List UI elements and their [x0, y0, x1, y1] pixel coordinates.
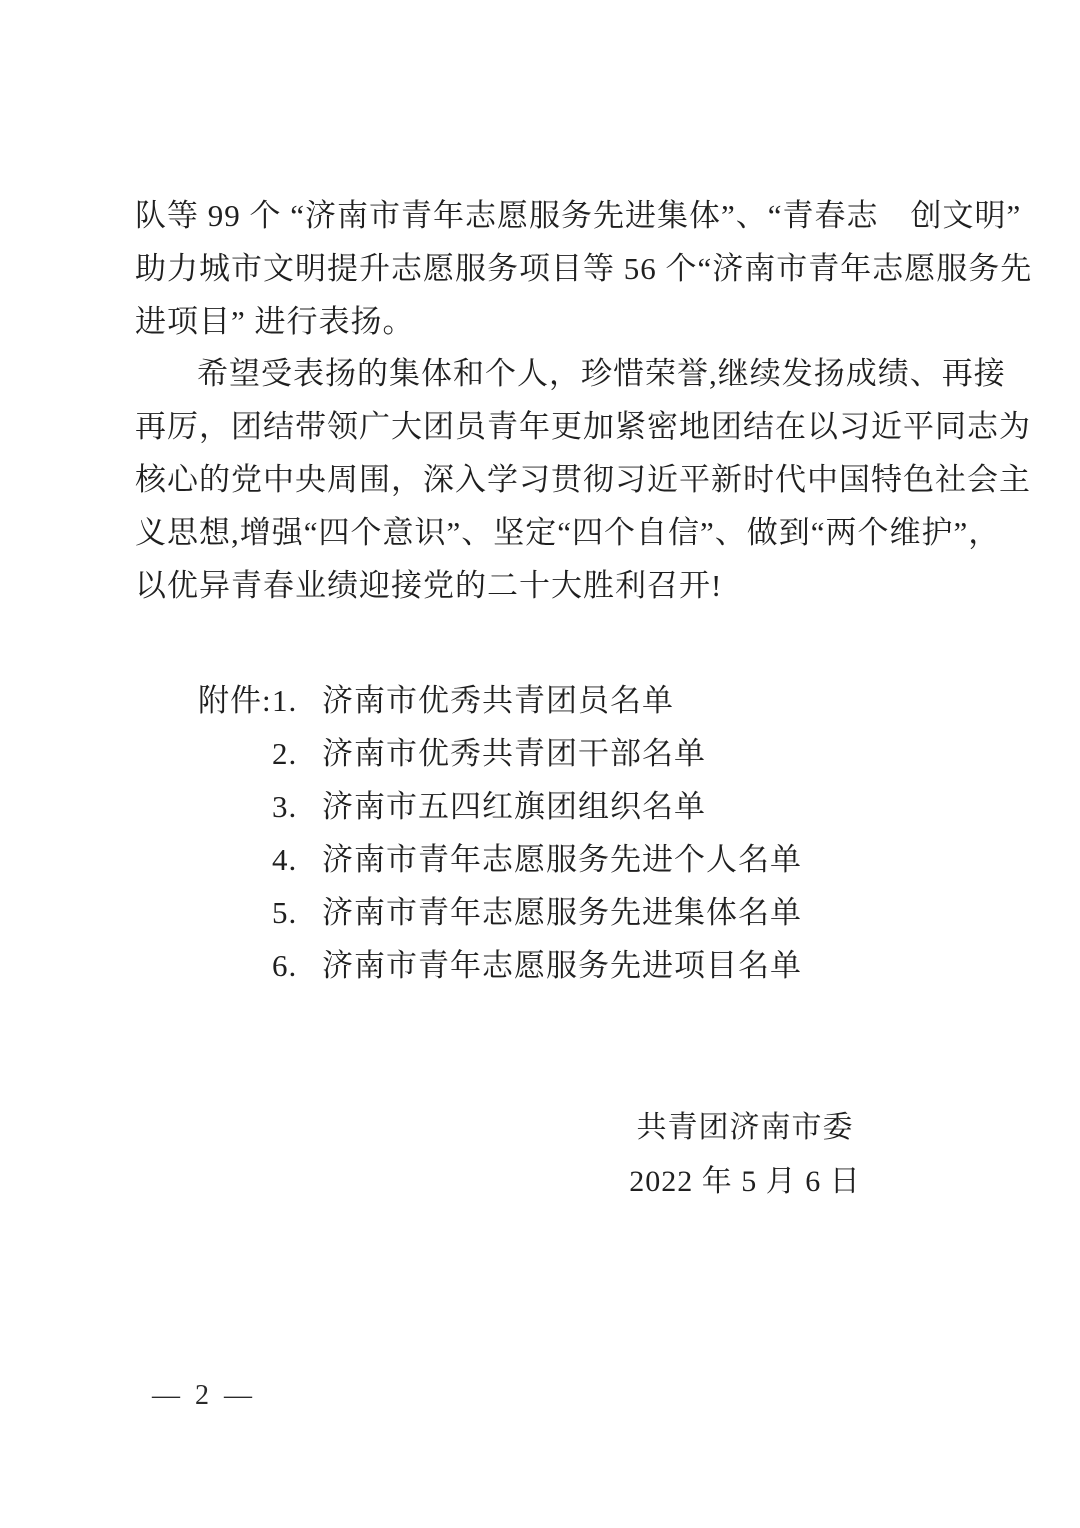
- issue-date: 2022 年 5 月 6 日: [629, 1165, 861, 1198]
- paragraph-line: 以优异青春业绩迎接党的二十大胜利召开!: [135, 568, 723, 603]
- attachment-number: 1.: [272, 683, 298, 718]
- attachment-item: [198, 833, 802, 886]
- attachments-label: 附件:: [198, 683, 272, 718]
- attachment-title: 济南市五四红旗团组织名单: [322, 789, 706, 824]
- attachment-title: 济南市青年志愿服务先进集体名单: [322, 895, 802, 930]
- attachment-title: 济南市青年志愿服务先进项目名单: [322, 948, 802, 983]
- attachment-number: 4.: [272, 842, 298, 877]
- signature-block: [545, 1101, 945, 1209]
- attachment-title: 济南市优秀共青团干部名单: [322, 736, 706, 771]
- paragraph-hope: [135, 347, 1031, 612]
- attachment-number: 5.: [272, 895, 298, 930]
- attachment-number: 2.: [272, 736, 298, 771]
- attachment-item: [198, 727, 802, 780]
- paragraph-line: 再厉，团结带领广大团员青年更加紧密地团结在以习近平同志为: [135, 409, 1031, 444]
- paragraph-line: 助力城市文明提升志愿服务项目等 56 个“济南市青年志愿服务先: [135, 251, 1033, 286]
- attachment-number: 6.: [272, 948, 298, 983]
- paragraph-line: 进项目” 进行表扬。: [135, 304, 415, 339]
- paragraph-line: 队等 99 个 “济南市青年志愿服务先进集体”、“青春志 创文明”: [135, 198, 1022, 233]
- paragraph-line: 希望受表扬的集体和个人，珍惜荣誉,继续发扬成绩、再接: [197, 356, 1006, 391]
- attachment-item: [198, 674, 802, 727]
- attachment-number: 3.: [272, 789, 298, 824]
- attachment-title: 济南市青年志愿服务先进个人名单: [322, 842, 802, 877]
- paragraph-line: 义思想,增强“四个意识”、坚定“四个自信”、做到“两个维护”，: [135, 515, 1001, 550]
- attachment-title: 济南市优秀共青团员名单: [322, 683, 674, 718]
- attachment-item: [198, 780, 802, 833]
- attachments-section: [198, 674, 802, 992]
- page-number: — 2 —: [152, 1380, 256, 1411]
- attachment-item: [198, 886, 802, 939]
- paragraph-continuation: [135, 189, 1033, 348]
- paragraph-line: 核心的党中央周围，深入学习贯彻习近平新时代中国特色社会主: [135, 462, 1031, 497]
- attachment-item: [198, 939, 802, 992]
- issuing-authority: 共青团济南市委: [636, 1111, 854, 1144]
